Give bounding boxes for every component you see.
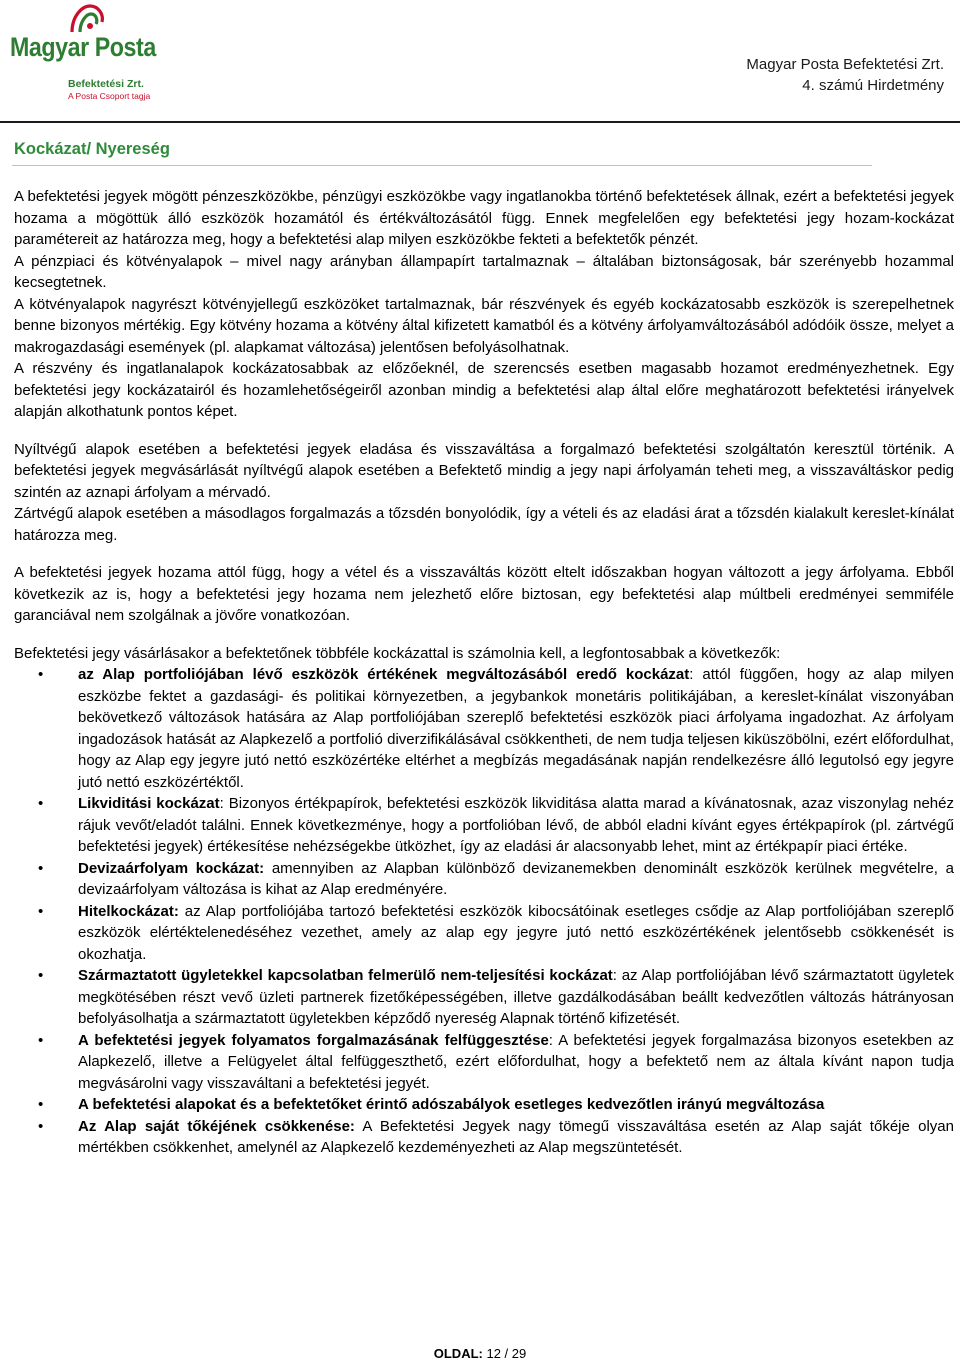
paragraph: A kötvényalapok nagyrészt kötvényjellegű eszközöket tartalmaznak, bár részvények és egyéb kockázatosabb eszközök is szerepelhetnek benne bizonyos mértékig. Egy kötvény hozama a kötvény által kifizetett kamatból és a kötvény árfolyamváltozásából adódóik össze, melyet a makrogazdasági események (pl. alapkamat változása) jelentősen befolyásolhatnak. xyxy=(14,295,954,356)
list-item xyxy=(14,965,954,1030)
bullet-icon: • xyxy=(38,967,44,984)
bullet-icon: • xyxy=(38,1096,44,1113)
logo-title: Magyar Posta xyxy=(10,32,156,62)
page-number: 12 / 29 xyxy=(486,1346,527,1361)
risk-text: : attól függően, hogy az alap milyen eszközbe fektet a gazdasági- és politikai környezetben, a jegybankok monetáris politikájában, a kereslet-kínálat viszonyában bekövetkező változások hatására az Alap portfoliójában szereplő befektetési eszközök piaci árfolyama ingadozhat. Az árfolyam ingadozások hatását az Alapkezelő a portfolió diverzifikálásával csökkentheti, de nem tudja teljesen kiküszöbölni, ezért előfordulhat, hogy az Alap egy jegyre jutó nettó eszközértéke eltérhet a megbízás megadásának napján rendelkezésre álló legutolsó egy jegyre jutó nettó eszközértéktől. xyxy=(78,666,954,791)
list-item xyxy=(14,1116,954,1159)
section-divider xyxy=(12,165,872,166)
header-divider xyxy=(0,121,960,123)
list-item xyxy=(14,664,954,793)
page-footer xyxy=(0,1346,960,1361)
risk-title: A befektetési alapokat és a befektetőket érintő adószabályok esetleges kedvezőtlen irányú megváltozása xyxy=(78,1096,825,1113)
document-name: 4. számú Hirdetmény xyxy=(802,77,944,94)
risk-title: Származtatott ügyletekkel kapcsolatban felmerülő nem-teljesítési kockázat xyxy=(78,967,613,984)
bullet-icon: • xyxy=(38,1117,44,1135)
bullet-icon: • xyxy=(38,666,44,683)
risk-text: : Bizonyos értékpapírok, befektetési eszközök likviditása alatta marad a kívánatosnak, azaz viszonylag nehéz rájuk vevőt/eladót találni. Ennek következménye, hogy a portfolióban lévő, de abból eladni kívánt egyes értékpapírok (pl. zártvégű befektetési jegyek) értékesítése nehézségekbe ütközhet, így az eladási ár alacsonyabb lehet, mint az értékpapír piaci értéke. xyxy=(78,795,954,855)
list-item xyxy=(14,793,954,858)
company-name: Magyar Posta Befektetési Zrt. xyxy=(746,56,944,73)
risk-text: az Alap portfoliójába tartozó befektetési eszközök kibocsátóinak esetleges csődje az Alap portfoliójában szereplő eszközök elértéktelenedéséhez vezethet, amely az alap egy jegyre jutó nettó eszközértékének jelentősebb csökkenését is okozhatja. xyxy=(78,902,954,963)
magyar-posta-logo xyxy=(6,2,156,102)
logo-tagline: A Posta Csoport tagja xyxy=(68,91,151,101)
bullet-icon: • xyxy=(38,902,44,920)
list-item xyxy=(14,1030,954,1095)
risk-title: Az Alap saját tőkéjének csökkenése: xyxy=(78,1117,355,1135)
paragraph: Nyíltvégű alapok esetében a befektetési jegyek eladása és visszaváltása a forgalmazó befektetési szolgáltatón keresztül történik. A befektetési jegyek megvásárlását nyíltvégű alapok esetében a Befektető mindig a jegy napi árfolyamán teheti meg, a visszaváltáskor pedig szintén az aznapi árfolyam a mérvadó. xyxy=(14,440,954,501)
risk-text: : az Alap portfoliójában lévő származtatott ügyletek megkötésében részt vevő üzleti partnerek fizetőképességében, illetve gazdálkodásában beállt kedvezőtlen változás hátrányosan befolyásolhatja a származtatott ügyletekben képződő nyereség Alapnak történő kifizetését. xyxy=(78,967,954,1027)
risk-text: A Befektetési Jegyek nagy tömegű visszaváltása esetén az Alap saját tőkéje olyan mértékben csökkenhet, amelynél az Alapkezelő kezdeményezheti az Alap megszüntetését. xyxy=(78,1117,954,1156)
page-header xyxy=(0,0,960,110)
list-item xyxy=(14,858,954,901)
risk-text: amennyiben az Alapban különböző devizanemekben denominált eszközök kerülnek megvételre, a devizaárfolyam változása is kihat az Alap eredményére. xyxy=(78,859,954,898)
logo-subtitle: Befektetési Zrt. xyxy=(68,78,144,90)
risk-title: Likviditási kockázat xyxy=(78,795,220,812)
paragraph: A befektetési jegyek mögött pénzeszközökbe, pénzügyi eszközökbe vagy ingatlanokba történő befektetések állnak, ezért a befektetési jegyek hozama a mögöttük álló eszközök hozamától és értékváltozásától függ. Ennek megfelelően egy befektetési jegy hozam-kockázat paramétereit az határozza meg, hogy a befektetési alap milyen eszközökbe fekteti a befektetők pénzét. xyxy=(14,188,954,248)
page-label: OLDAL: xyxy=(433,1346,483,1361)
section-title: Kockázat/ Nyereség xyxy=(14,140,170,158)
list-item xyxy=(14,901,954,966)
header-info xyxy=(746,54,944,96)
list-item xyxy=(14,1094,954,1116)
paragraph: A részvény és ingatlanalapok kockázatosabbak az előzőeknél, de szerencsés esetben magasabb hozamot eredményezhetnek. Egy befektetési jegy kockázatairól és hozamlehetőségeiről azonban mindig a befektetési alap által előre meghatározott befektetési irányelvek alapján alkothatunk pontos képet. xyxy=(14,360,954,420)
document-body xyxy=(14,186,954,1159)
bullet-icon: • xyxy=(38,795,44,812)
risk-title: A befektetési jegyek folyamatos forgalmazásának felfüggesztése xyxy=(78,1031,549,1049)
paragraph: A pénzpiaci és kötvényalapok – mivel nagy arányban állampapírt tartalmaznak – általában biztonságosak, bár szerényebb hozammal kecsegtetnek. xyxy=(14,252,954,291)
risk-text: : A befektetési jegyek forgalmazása bizonyos esetekben az Alapkezelő, illetve a Felügyelet által felfüggeszthető, ezért előfordulhat, hogy a befektető nem az általa kívánt napon tudja megvásárolni vagy visszaváltani a befektetési jegyét. xyxy=(78,1031,954,1092)
risk-title: Hitelkockázat: xyxy=(78,902,179,920)
paragraph: Zártvégű alapok esetében a másodlagos forgalmazás a tőzsdén bonyolódik, így a vételi és az eladási árat a tőzsdén kialakult kereslet-kínálat határozza meg. xyxy=(14,505,954,544)
paragraph: A befektetési jegyek hozama attól függ, hogy a vétel és a visszaváltás között eltelt időszakban hogyan változott a jegy árfolyama. Ebből következik az is, hogy a befektetési jegy hozama nem jelezhető előre biztosan, egy befektetési alap múltbeli eredményei semmiféle garanciával nem szolgálnak a jövőre vonatkozóan. xyxy=(14,564,954,624)
paragraph: Befektetési jegy vásárlásakor a befektetőnek többféle kockázattal is számolnia kell, a legfontosabbak a következők: xyxy=(14,644,781,662)
bullet-icon: • xyxy=(38,859,44,877)
risk-title: az Alap portfoliójában lévő eszközök értékének megváltozásából eredő kockázat xyxy=(78,666,690,683)
risk-title: Devizaárfolyam kockázat: xyxy=(78,859,265,877)
risk-list xyxy=(14,664,954,1159)
bullet-icon: • xyxy=(38,1031,44,1049)
